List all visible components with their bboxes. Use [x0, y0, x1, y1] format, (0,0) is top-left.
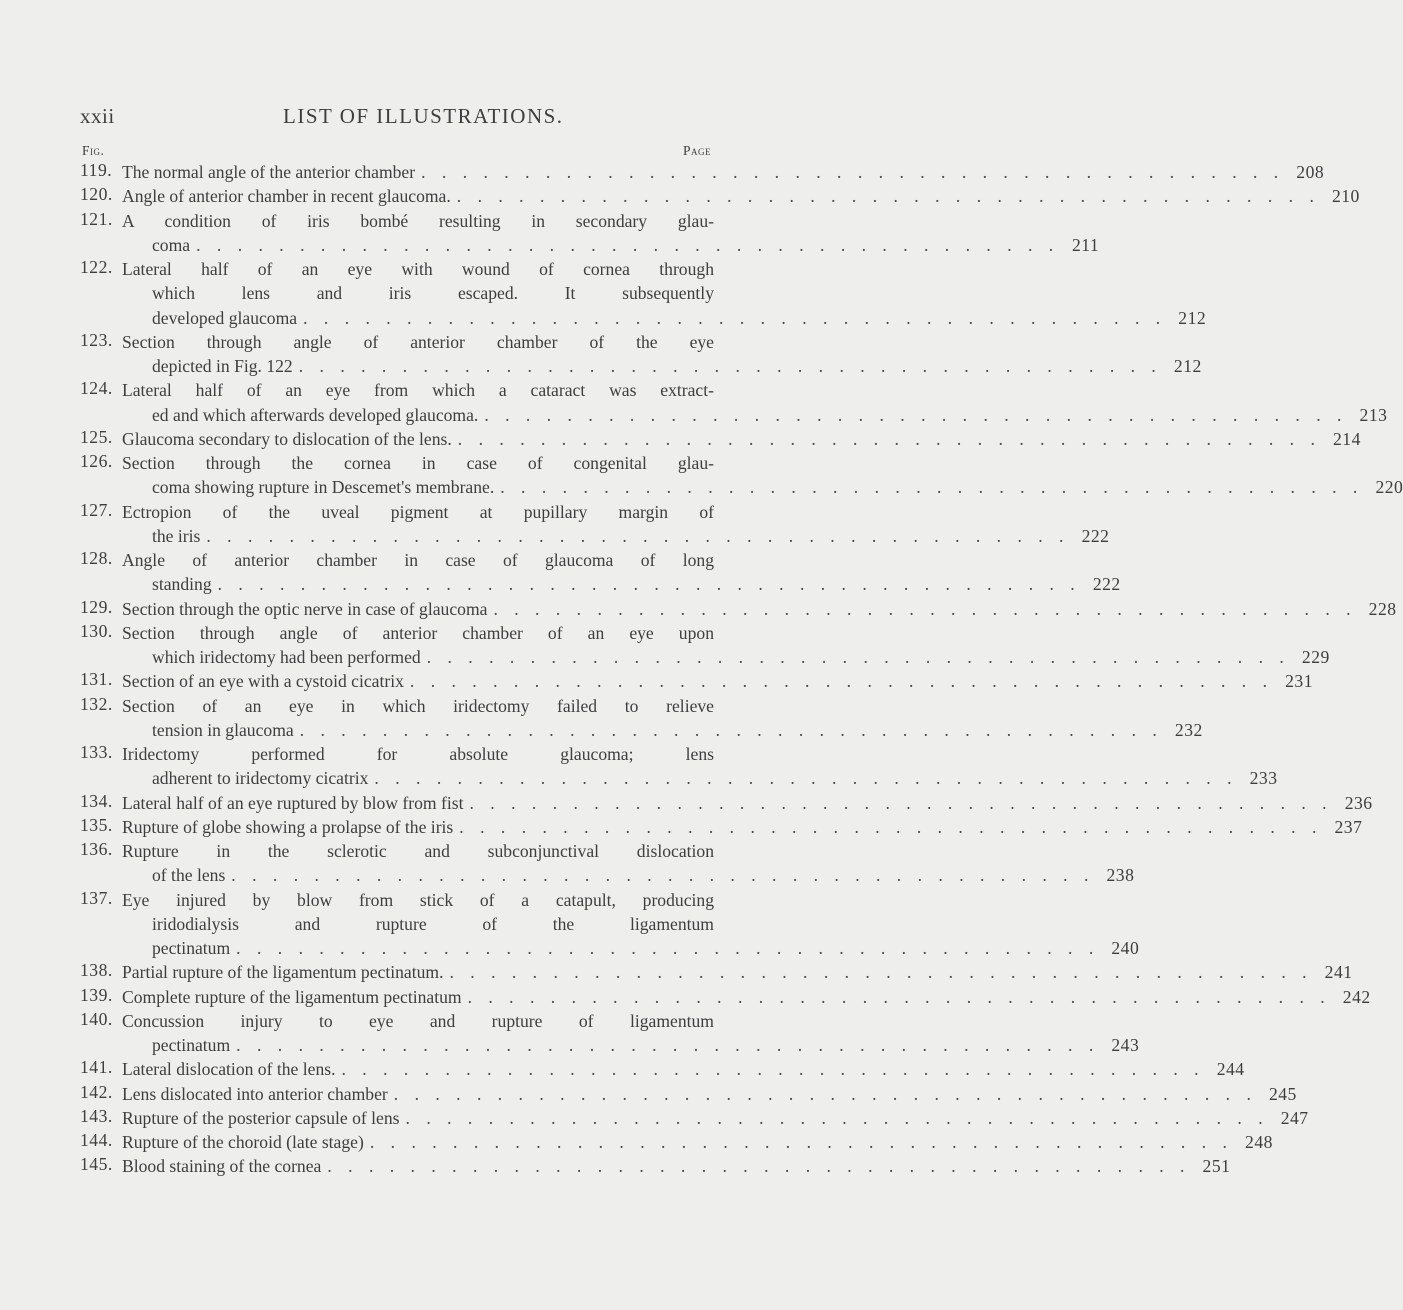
list-item	[80, 1057, 1245, 1081]
illustrations-list	[80, 160, 1403, 1179]
dot-leader: . . . . . . . . . . . . . . . . . . . . . . . . . . . . . . . . . . . . . . . . . .	[236, 1035, 1100, 1055]
page-reference: 208	[1296, 162, 1325, 182]
figure-caption-line: Rupture of the choroid (late stage)	[122, 1132, 364, 1152]
page-reference: 229	[1301, 647, 1330, 667]
running-title: LIST OF ILLUSTRATIONS.	[283, 104, 564, 128]
page-reference: 231	[1285, 671, 1313, 692]
figure-caption-line: the iris	[152, 525, 201, 546]
figure-caption-line: Lateral half of an eye with wound of cornea through	[122, 259, 714, 279]
figure-caption-line: Blood staining of the cornea	[122, 1156, 322, 1177]
figure-caption-line: developed glaucoma	[152, 307, 298, 328]
list-item	[80, 669, 1313, 693]
page-reference: 222	[1081, 525, 1110, 546]
figure-caption-line: Angle of anterior chamber in case of glaucoma of long	[122, 550, 714, 570]
dot-leader: . . . . . . . . . . . . . . . . . . . . . . . . . . . . . . . . . . . . . . . . . .	[327, 1156, 1191, 1177]
list-item	[80, 984, 1371, 1009]
list-item	[80, 451, 1403, 500]
list-item	[80, 160, 1325, 184]
page-reference: 211	[1071, 234, 1100, 255]
page-reference: 241	[1324, 962, 1353, 983]
figure-caption-line: pectinatum	[152, 938, 231, 958]
list-item	[80, 814, 1363, 839]
dot-leader: . . . . . . . . . . . . . . . . . . . . . . . . . . . . . . . . . . . . . . . . . .	[341, 1059, 1205, 1080]
figure-number: 138.	[80, 960, 113, 981]
figure-caption-line: iridodialysis and rupture of the ligamentum	[152, 913, 714, 934]
figure-caption-line: tension in glaucoma	[152, 719, 294, 740]
figure-caption-line: Rupture in the sclerotic and subconjunctival dislocation	[122, 841, 714, 861]
dot-leader: . . . . . . . . . . . . . . . . . . . . . . . . . . . . . . . . . . . . . . . . . .	[456, 186, 1320, 207]
page-reference: 247	[1280, 1107, 1309, 1128]
dot-leader: . . . . . . . . . . . . . . . . . . . . . . . . . . . . . . . . . . . . . . . . . .	[459, 816, 1323, 837]
list-item	[80, 620, 1330, 670]
figure-number: 121.	[80, 208, 113, 229]
figure-caption-line: of the lens	[152, 865, 226, 886]
figure-caption-line: Complete rupture of the ligamentum pectinatum	[122, 986, 462, 1007]
list-item	[80, 596, 1397, 621]
figure-caption-line: pectinatum	[152, 1035, 231, 1055]
list-item	[80, 887, 1140, 961]
figure-number: 120.	[80, 184, 113, 205]
dot-leader: . . . . . . . . . . . . . . . . . . . . . . . . . . . . . . . . . . . . . . . . . .	[236, 938, 1100, 958]
figure-number: 135.	[80, 814, 113, 835]
figure-number: 126.	[80, 451, 113, 471]
figure-number: 134.	[80, 790, 113, 811]
figure-number: 144.	[80, 1130, 113, 1150]
list-item	[80, 426, 1361, 451]
figure-caption-line: Eye injured by blow from stick of a catapult, producing	[122, 889, 714, 910]
dot-leader: . . . . . . . . . . . . . . . . . . . . . . . . . . . . . . . . . . . . . . . . . .	[298, 356, 1162, 376]
figure-number: 128.	[80, 548, 113, 568]
list-item	[80, 1081, 1297, 1106]
list-item	[80, 1154, 1231, 1178]
figure-number: 125.	[80, 426, 113, 447]
figure-caption-line: A condition of iris bombé resulting in secondary glau-	[122, 210, 714, 231]
page-reference: 238	[1106, 865, 1135, 886]
figure-caption-line: Section through the optic nerve in case of glaucoma	[122, 598, 488, 619]
list-item	[80, 693, 1203, 743]
figure-caption-line: Lateral half of an eye ruptured by blow from fist	[122, 792, 464, 813]
figure-number: 122.	[80, 257, 113, 277]
figure-number: 141.	[80, 1057, 113, 1078]
figure-caption-line: Lens dislocated into anterior chamber	[122, 1083, 388, 1104]
figure-caption-line: Section through angle of anterior chamber of an eye upon	[122, 622, 714, 643]
dot-leader: . . . . . . . . . . . . . . . . . . . . . . . . . . . . . . . . . . . . . . . . . .	[303, 307, 1167, 328]
dot-leader: . . . . . . . . . . . . . . . . . . . . . . . . . . . . . . . . . . . . . . . . . .	[484, 404, 1348, 425]
list-item	[80, 742, 1278, 791]
page-reference: 237	[1334, 816, 1363, 837]
page-reference: 212	[1178, 307, 1207, 328]
page-column-heading: Page	[682, 143, 711, 158]
list-item	[80, 839, 1135, 888]
dot-leader: . . . . . . . . . . . . . . . . . . . . . . . . . . . . . . . . . . . . . . . . . .	[449, 962, 1313, 983]
page-reference: 228	[1368, 598, 1397, 619]
list-item	[80, 960, 1353, 984]
dot-leader: . . . . . . . . . . . . . . . . . . . . . . . . . . . . . . . . . . . . . . . . . .	[299, 719, 1163, 740]
list-item	[80, 329, 1202, 379]
figure-number: 123.	[80, 329, 113, 350]
figure-caption-line: Rupture of the posterior capsule of lens	[122, 1107, 400, 1128]
list-item	[80, 208, 1100, 258]
figure-number: 137.	[80, 887, 113, 908]
dot-leader: . . . . . . . . . . . . . . . . . . . . . . . . . . . . . . . . . . . . . . . . . .	[196, 234, 1060, 255]
dot-leader: . . . . . . . . . . . . . . . . . . . . . . . . . . . . . . . . . . . . . . . . . .	[493, 598, 1357, 619]
page-reference: 213	[1359, 404, 1388, 425]
figure-number: 130.	[80, 620, 113, 641]
page-reference: 222	[1092, 574, 1121, 595]
dot-leader: . . . . . . . . . . . . . . . . . . . . . . . . . . . . . . . . . . . . . . . . . .	[374, 768, 1238, 789]
list-item	[80, 378, 1388, 427]
figure-number: 131.	[80, 669, 113, 690]
page-reference: 244	[1216, 1059, 1245, 1080]
dot-leader: . . . . . . . . . . . . . . . . . . . . . . . . . . . . . . . . . . . . . . . . . .	[467, 986, 1331, 1007]
list-item	[80, 1105, 1309, 1130]
list-item	[80, 548, 1121, 597]
page-reference: 251	[1202, 1156, 1231, 1177]
figure-caption-line: coma showing rupture in Descemet's membrane.	[152, 477, 495, 498]
page-reference: 248	[1245, 1132, 1273, 1152]
figure-caption-line: Iridectomy performed for absolute glaucoma; lens	[122, 744, 714, 764]
figure-caption-line: Lateral dislocation of the lens.	[122, 1059, 336, 1080]
list-item	[80, 499, 1110, 549]
dot-leader: . . . . . . . . . . . . . . . . . . . . . . . . . . . . . . . . . . . . . . . . . .	[469, 792, 1333, 813]
figure-caption-line: Section of an eye in which iridectomy failed to relieve	[122, 695, 714, 716]
fig-column-heading: Fig.	[82, 143, 105, 158]
figure-caption-line: coma	[152, 234, 191, 255]
figure-caption-line: Partial rupture of the ligamentum pectinatum.	[122, 962, 444, 983]
page-reference: 245	[1268, 1083, 1297, 1104]
figure-number: 132.	[80, 693, 113, 714]
figure-number: 119.	[80, 160, 113, 180]
page-reference: 243	[1111, 1035, 1140, 1055]
page-reference: 210	[1331, 186, 1360, 207]
figure-number: 133.	[80, 742, 113, 762]
dot-leader: . . . . . . . . . . . . . . . . . . . . . . . . . . . . . . . . . . . . . . . . . .	[206, 525, 1070, 546]
figure-number: 136.	[80, 839, 113, 859]
list-item	[80, 184, 1360, 208]
list-item	[80, 790, 1373, 815]
page-reference: 232	[1174, 719, 1203, 740]
figure-caption-line: Ectropion of the uveal pigment at pupillary margin of	[122, 501, 714, 522]
figure-caption-line: Angle of anterior chamber in recent glaucoma.	[122, 186, 451, 207]
figure-caption-line: adherent to iridectomy cicatrix	[152, 768, 369, 789]
figure-number: 129.	[80, 596, 113, 617]
figure-number: 139.	[80, 984, 113, 1005]
dot-leader: . . . . . . . . . . . . . . . . . . . . . . . . . . . . . . . . . . . . . . . . . .	[426, 647, 1290, 667]
figure-caption-line: depicted in Fig. 122	[152, 356, 293, 376]
dot-leader: . . . . . . . . . . . . . . . . . . . . . . . . . . . . . . . . . . . . . . . . . .	[369, 1132, 1233, 1152]
dot-leader: . . . . . . . . . . . . . . . . . . . . . . . . . . . . . . . . . . . . . . . . . .	[393, 1083, 1257, 1104]
page-reference: 214	[1332, 428, 1361, 449]
figure-caption-line: Section through the cornea in case of congenital glau-	[122, 453, 714, 473]
figure-caption-line: standing	[152, 574, 212, 595]
figure-caption-line: Rupture of globe showing a prolapse of the iris	[122, 816, 454, 837]
page-number: xxii	[80, 104, 115, 128]
figure-number: 143.	[80, 1105, 113, 1126]
page-reference: 220	[1375, 477, 1403, 498]
page-reference: 212	[1173, 356, 1202, 376]
figure-number: 124.	[80, 378, 113, 399]
dot-leader: . . . . . . . . . . . . . . . . . . . . . . . . . . . . . . . . . . . . . . . . . .	[405, 1107, 1269, 1128]
dot-leader: . . . . . . . . . . . . . . . . . . . . . . . . . . . . . . . . . . . . . . . . . .	[500, 477, 1364, 498]
dot-leader: . . . . . . . . . . . . . . . . . . . . . . . . . . . . . . . . . . . . . . . . . .	[231, 865, 1095, 886]
figure-number: 142.	[80, 1081, 113, 1102]
dot-leader: . . . . . . . . . . . . . . . . . . . . . . . . . . . . . . . . . . . . . . . . . .	[409, 671, 1273, 692]
list-item	[80, 1008, 1140, 1058]
page-reference: 242	[1342, 986, 1371, 1007]
figure-caption-line: which iridectomy had been performed	[152, 647, 421, 667]
figure-caption-line: Concussion injury to eye and rupture of ligamentum	[122, 1010, 714, 1031]
dot-leader: . . . . . . . . . . . . . . . . . . . . . . . . . . . . . . . . . . . . . . . . . .	[217, 574, 1081, 595]
figure-caption-line: Glaucoma secondary to dislocation of the lens.	[122, 428, 452, 449]
dot-leader: . . . . . . . . . . . . . . . . . . . . . . . . . . . . . . . . . . . . . . . . . .	[421, 162, 1285, 182]
figure-caption-line: Section through angle of anterior chamber of the eye	[122, 331, 714, 352]
page-reference: 240	[1111, 938, 1140, 958]
figure-caption-line: which lens and iris escaped. It subsequently	[152, 283, 714, 304]
figure-caption-line: Lateral half of an eye from which a cataract was extract-	[122, 380, 714, 401]
figure-number: 127.	[80, 499, 113, 520]
page-reference: 233	[1249, 768, 1278, 789]
list-item	[80, 1130, 1273, 1154]
list-item	[80, 257, 1207, 330]
page-reference: 236	[1344, 792, 1373, 813]
figure-caption-line: The normal angle of the anterior chamber	[122, 162, 416, 182]
figure-number: 140.	[80, 1008, 113, 1029]
dot-leader: . . . . . . . . . . . . . . . . . . . . . . . . . . . . . . . . . . . . . . . . . .	[457, 428, 1321, 449]
figure-number: 145.	[80, 1154, 113, 1175]
figure-caption-line: Section of an eye with a cystoid cicatrix	[122, 671, 404, 692]
figure-caption-line: ed and which afterwards developed glaucoma.	[152, 404, 479, 425]
